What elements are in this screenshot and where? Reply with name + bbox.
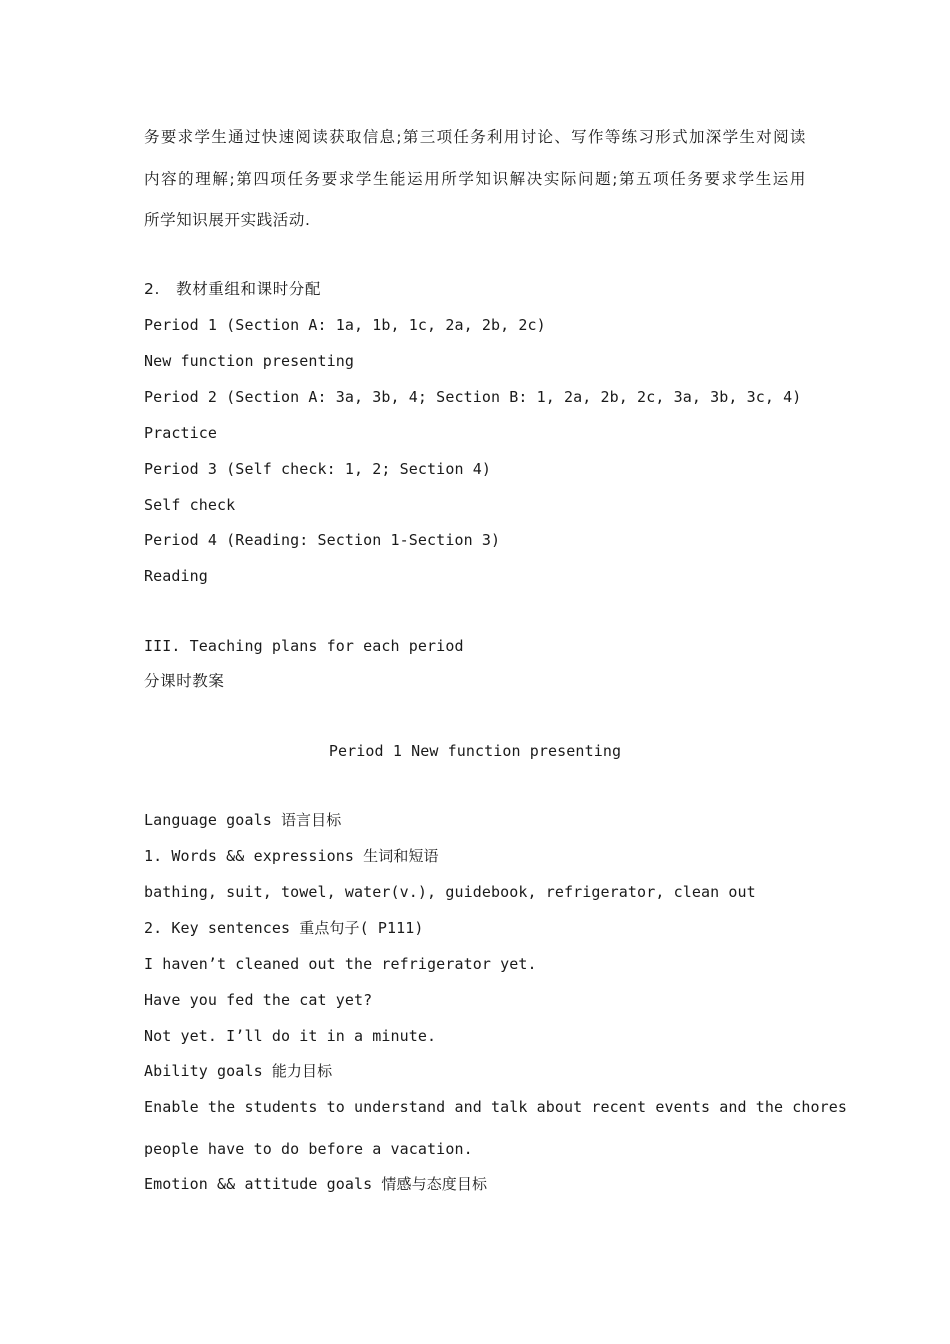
section-3-heading: III. Teaching plans for each period [144, 637, 464, 655]
period-4-sections: Period 4 (Reading: Section 1-Section 3) [144, 531, 501, 549]
key-sentence-2: Have you fed the cat yet? [144, 991, 373, 1009]
period-2-sections: Period 2 (Section A: 3a, 3b, 4; Section B: 1, 2a, 2b, 2c, 3a, 3b, 3c, 4) [144, 388, 802, 406]
ability-goals-heading: Ability goals 能力目标 [144, 1062, 333, 1080]
period-3-name: Self check [144, 496, 236, 514]
intro-paragraph-line-1: 务要求学生通过快速阅读获取信息;第三项任务利用讨论、写作等练习形式加深学生对阅读 [144, 128, 806, 146]
section-2-heading: 2. 教材重组和课时分配 [144, 280, 321, 298]
ability-goals-line-1: Enable the students to understand and talk about recent events and the chores [144, 1098, 848, 1116]
words-list: bathing, suit, towel, water(v.), guidebook, refrigerator, clean out [144, 883, 756, 901]
emotion-goals-heading: Emotion && attitude goals 情感与态度目标 [144, 1175, 488, 1193]
key-sentence-1: I haven’t cleaned out the refrigerator yet. [144, 955, 537, 973]
period-3-sections: Period 3 (Self check: 1, 2; Section 4) [144, 460, 491, 478]
period-1-sections: Period 1 (Section A: 1a, 1b, 1c, 2a, 2b, 2c) [144, 316, 546, 334]
words-heading: 1. Words && expressions 生词和短语 [144, 847, 439, 865]
section-3-heading-cn: 分课时教案 [144, 672, 225, 690]
period-4-name: Reading [144, 567, 208, 585]
intro-paragraph-line-3: 所学知识展开实践活动. [144, 211, 311, 229]
period-1-title: Period 1 New function presenting [328, 742, 622, 760]
language-goals-heading: Language goals 语言目标 [144, 811, 342, 829]
period-2-name: Practice [144, 424, 218, 442]
key-sentence-3: Not yet. I’ll do it in a minute. [144, 1027, 437, 1045]
period-1-name: New function presenting [144, 352, 355, 370]
ability-goals-line-2: people have to do before a vacation. [144, 1140, 473, 1158]
key-sentences-heading: 2. Key sentences 重点句子( P111) [144, 919, 424, 937]
intro-paragraph-line-2: 内容的理解;第四项任务要求学生能运用所学知识解决实际问题;第五项任务要求学生运用 [144, 170, 806, 188]
